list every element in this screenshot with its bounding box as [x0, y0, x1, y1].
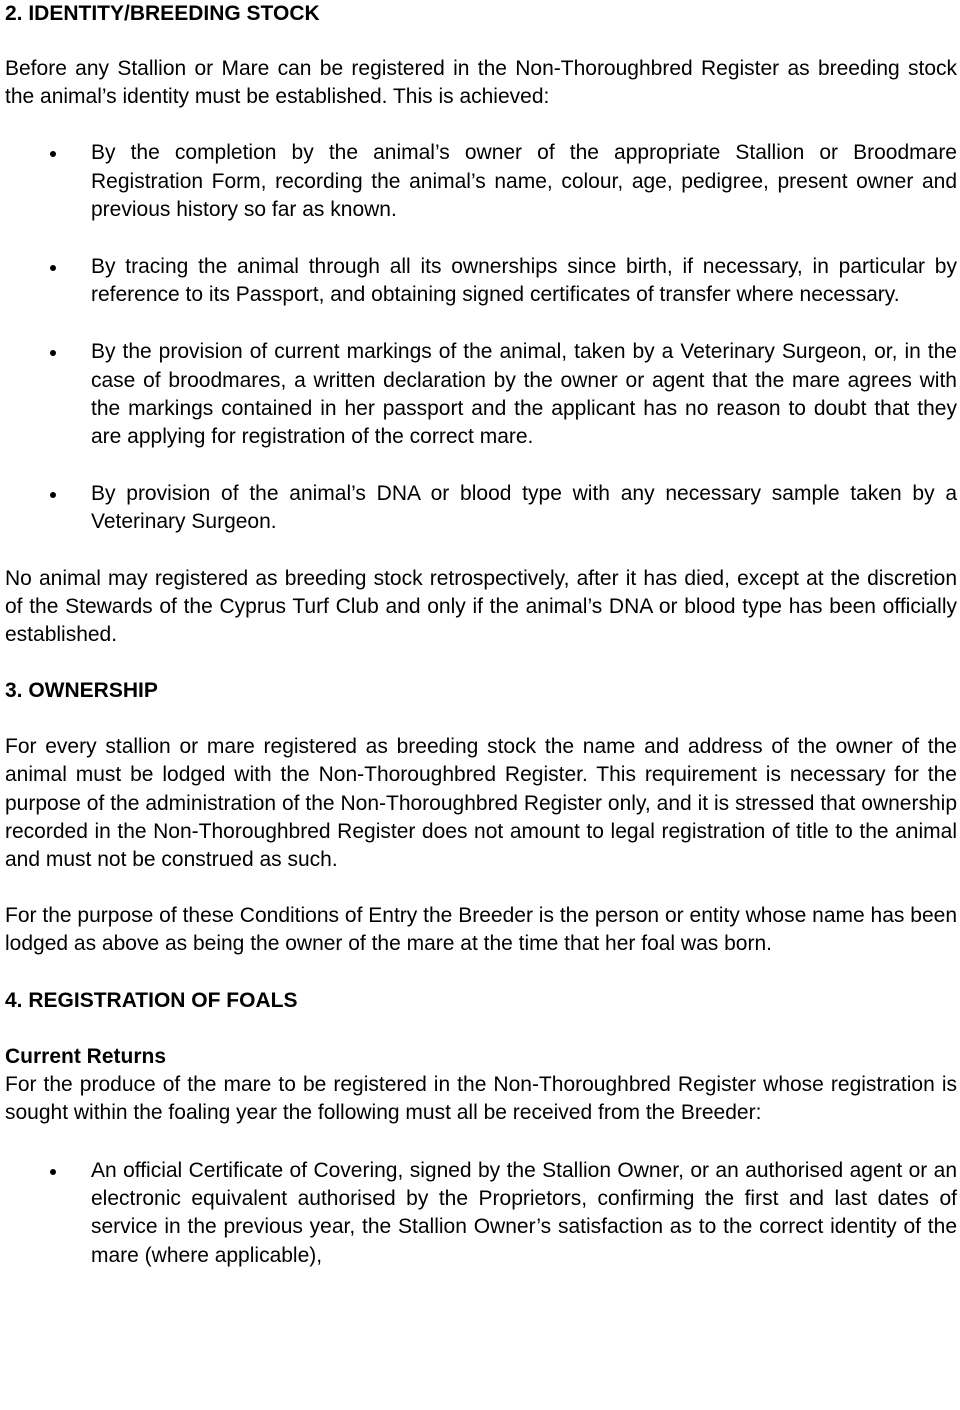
section-heading-ownership: 3. OWNERSHIP [5, 679, 158, 703]
list-item [5, 338, 957, 451]
list-item [5, 253, 957, 309]
bullet-icon [50, 350, 56, 356]
list-item [5, 1157, 957, 1270]
section-heading-identity: 2. IDENTITY/BREEDING STOCK [5, 2, 320, 25]
list-item-text: An official Certificate of Covering, signed by the Stallion Owner, or an authorised agent or an electronic equivalent authorised by the Proprietors, confirming the first and last dates of service in the previous year, the Stallion Owner’s satisfaction as to the correct identity of the mare (where applicable), [91, 1159, 957, 1267]
list-item-text: By provision of the animal’s DNA or blood type with any necessary sample taken by a Veterinary Surgeon. [91, 482, 957, 534]
document-page [5, 0, 957, 1270]
bullet-icon [50, 265, 56, 271]
bullet-icon [50, 492, 56, 498]
list-item-text: By the completion by the animal’s owner of the appropriate Stallion or Broodmare Registration Form, recording the animal’s name, colour, age, pedigree, present owner and previous history so far as known. [91, 141, 957, 221]
list-item-text: By tracing the animal through all its ownerships since birth, if necessary, in particular by reference to its Passport, and obtaining signed certificates of transfer where necessary. [91, 255, 957, 307]
identity-requirements-list [5, 139, 957, 536]
registration-intro-paragraph: For the produce of the mare to be registered in the Non-Thoroughbred Register whose registration is sought within the foaling year the following must all be received from the Breeder: [5, 1072, 957, 1124]
breeder-definition-paragraph: For the purpose of these Conditions of Entry the Breeder is the person or entity whose name has been lodged as above as being the owner of the mare at the time that her foal was born. [5, 904, 957, 956]
list-item-text: By the provision of current markings of the animal, taken by a Veterinary Surgeon, or, in the case of broodmares, a written declaration by the owner or agent that the mare agrees with the markings contained in her passport and the applicant has no reason to doubt that they are applying for registration of the correct mare. [91, 340, 957, 449]
section-heading-registration-of-foals: 4. REGISTRATION OF FOALS [5, 988, 298, 1012]
identity-closing-paragraph: No animal may registered as breeding stock retrospectively, after it has died, except at the discretion of the Stewards of the Cyprus Turf Club and only if the animal’s DNA or blood type has been officially established. [5, 566, 957, 647]
ownership-paragraph: For every stallion or mare registered as breeding stock the name and address of the owner of the animal must be lodged with the Non-Thoroughbred Register. This requirement is necessary for the purpose of the administration of the Non-Thoroughbred Register only, and it is stressed that ownership recorded in the Non-Thoroughbred Register does not amount to legal registration of title to the animal and must not be construed as such. [5, 735, 957, 872]
list-item [5, 139, 957, 224]
list-item [5, 480, 957, 536]
registration-requirements-list [5, 1157, 957, 1270]
subheading-current-returns: Current Returns [5, 1044, 167, 1068]
identity-intro-paragraph: Before any Stallion or Mare can be registered in the Non-Thoroughbred Register as breeding stock the animal’s identity must be established. This is achieved: [5, 57, 957, 109]
bullet-icon [50, 1169, 56, 1175]
bullet-icon [50, 151, 56, 157]
